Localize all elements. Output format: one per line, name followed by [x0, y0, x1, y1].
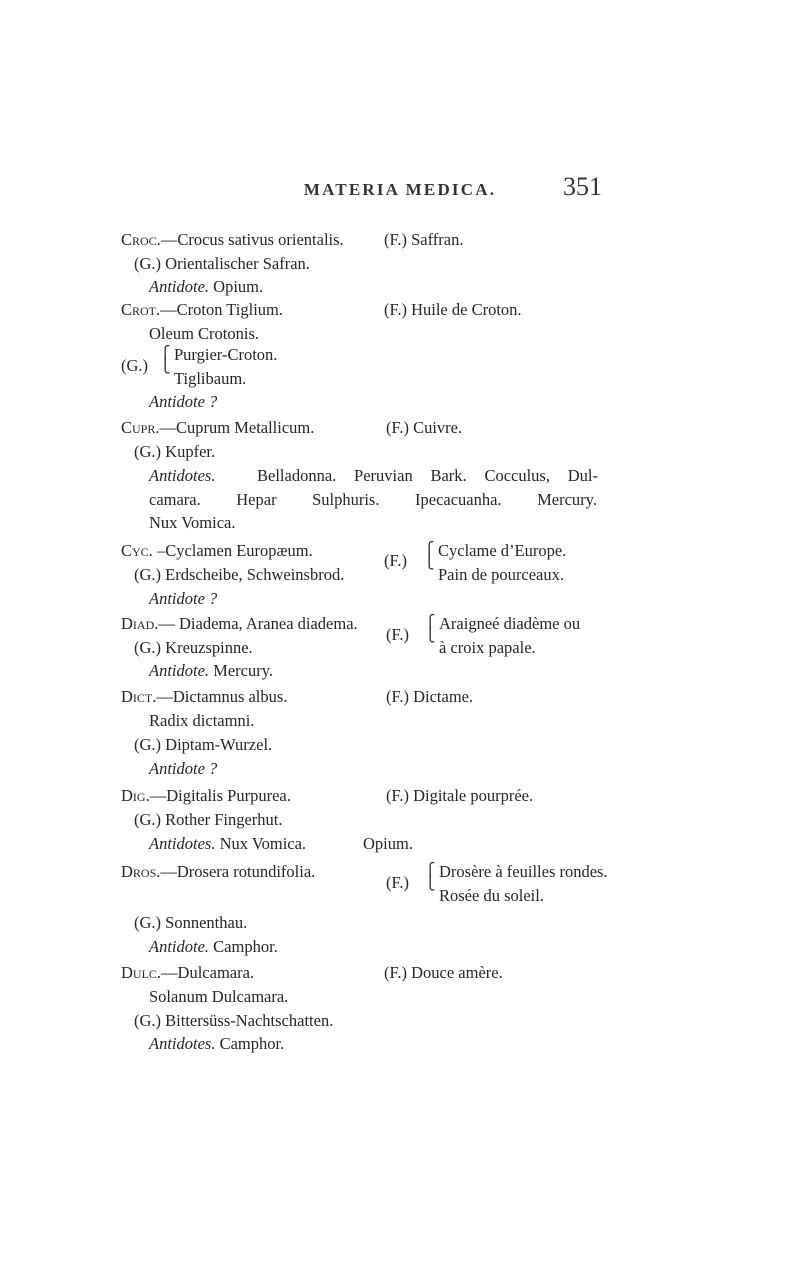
dros-german: (G.) Sonnenthau.: [134, 913, 248, 932]
cyc-french-label: (F.): [384, 551, 407, 570]
cupr-antidote-line-2: [149, 490, 597, 510]
crot-abbr: Crot.: [121, 300, 161, 319]
antidote-label: Antidotes.: [149, 1034, 216, 1053]
diad-german: (G.) Kreuzspinne.: [134, 638, 253, 657]
brace-icon: ⎧ ⎩: [425, 616, 436, 643]
dulc-french: (F.) Douce amère.: [384, 963, 503, 982]
page-number: 351: [563, 172, 602, 201]
antidote-word: Belladonna.: [257, 466, 337, 485]
dig-entry-title: [121, 786, 291, 806]
dig-french: (F.) Digitale pourprée.: [386, 786, 534, 805]
dig-abbr: Dig.: [121, 786, 150, 805]
dict-latin2: Radix dictamni.: [149, 711, 255, 730]
dulc-entry-title: [121, 963, 254, 983]
cyc-entry-title: [121, 541, 313, 561]
cupr-antidote-label: [149, 466, 215, 486]
dict-abbr: Dict.: [121, 687, 157, 706]
diad-french-label: (F.): [386, 625, 409, 644]
antidote-label: Antidote.: [149, 937, 210, 956]
antidote-word: Cocculus,: [484, 466, 550, 485]
dig-antidote: [149, 834, 306, 854]
dros-french-2: Rosée du soleil.: [439, 886, 544, 905]
antidote-word: Bark.: [430, 466, 467, 485]
dulc-latin2: Solanum Dulcamara.: [149, 987, 289, 1006]
dict-entry-title: [121, 687, 287, 707]
diad-entry-title: [121, 614, 358, 634]
dict-german: (G.) Diptam-Wurzel.: [134, 735, 273, 754]
crot-german-label: (G.): [121, 356, 149, 375]
antidote-word: camara.: [149, 490, 201, 509]
crot-antidote: Antidote ?: [149, 392, 218, 411]
dros-antidote: [149, 937, 278, 957]
cupr-french: (F.) Cuivre.: [386, 418, 463, 437]
croc-entry-title: [121, 230, 344, 250]
antidote-label: Antidotes.: [149, 834, 216, 853]
antidote-label: Antidotes.: [149, 466, 216, 485]
running-title: MATERIA MEDICA.: [303, 180, 497, 199]
antidote-text: Nux Vomica.: [219, 834, 307, 853]
croc-antidote: [149, 277, 263, 297]
dulc-abbr: Dulc.: [121, 963, 162, 982]
dig-antidote-opium: Opium.: [363, 834, 413, 853]
dict-latin: —Dictamnus albus.: [156, 687, 288, 706]
croc-french: (F.) Saffran.: [384, 230, 464, 249]
dig-latin: —Digitalis Purpurea.: [149, 786, 291, 805]
antidote-word: Sulphuris.: [312, 490, 380, 509]
brace-icon: ⎧ ⎩: [160, 347, 171, 374]
crot-german-1: Purgier-Croton.: [174, 345, 278, 364]
croc-latin: —Crocus sativus orientalis.: [160, 230, 344, 249]
dros-entry-title: [121, 862, 315, 882]
dros-french-1: Drosère à feuilles rondes.: [439, 862, 608, 881]
diad-latin: — Diadema, Aranea diadema.: [158, 614, 358, 633]
antidote-word: Hepar: [236, 490, 277, 509]
dros-abbr: Dros.: [121, 862, 161, 881]
antidote-label: Antidote.: [149, 661, 210, 680]
dict-french: (F.) Dictame.: [386, 687, 474, 706]
antidote-label: Antidote.: [149, 277, 210, 296]
antidote-word: Dul-: [567, 466, 598, 485]
cyc-antidote: Antidote ?: [149, 589, 218, 608]
dict-antidote: Antidote ?: [149, 759, 218, 778]
cyc-french-2: Pain de pourceaux.: [438, 565, 564, 584]
dulc-antidote: [149, 1034, 284, 1054]
dig-german: (G.) Rother Fingerhut.: [134, 810, 283, 829]
crot-latin2: Oleum Crotonis.: [149, 324, 259, 343]
cupr-latin: —Cuprum Metallicum.: [159, 418, 315, 437]
cupr-entry-title: [121, 418, 314, 438]
cupr-antidote-line-1: [257, 466, 598, 486]
antidote-text: Mercury.: [213, 661, 274, 680]
antidote-word: Peruvian: [354, 466, 413, 485]
diad-antidote: [149, 661, 273, 681]
dulc-latin: —Dulcamara.: [161, 963, 255, 982]
cyc-german: (G.) Erdscheibe, Schweinsbrod.: [134, 565, 345, 584]
antidote-text: Camphor.: [213, 937, 278, 956]
antidote-word: Mercury.: [537, 490, 597, 509]
brace-icon: ⎧ ⎩: [424, 543, 435, 570]
antidote-text: Opium.: [213, 277, 264, 296]
crot-latin: —Croton Tiglium.: [160, 300, 284, 319]
dulc-german: (G.) Bittersüss-Nachtschatten.: [134, 1011, 334, 1030]
cyc-french-1: Cyclame d’Europe.: [438, 541, 567, 560]
crot-entry-title: [121, 300, 283, 320]
dros-latin: —Drosera rotundifolia.: [160, 862, 316, 881]
crot-french: (F.) Huile de Croton.: [384, 300, 522, 319]
cyc-latin: –Cyclamen Europæum.: [156, 541, 313, 560]
diad-french-1: Araigneé diadème ou: [439, 614, 581, 633]
croc-abbr: Croc.: [121, 230, 161, 249]
brace-icon: ⎧ ⎩: [425, 864, 436, 891]
cupr-antidote-line-3: Nux Vomica.: [149, 513, 236, 532]
cupr-abbr: Cupr.: [121, 418, 160, 437]
dros-french-label: (F.): [386, 873, 409, 892]
cyc-abbr: Cyc.: [121, 541, 153, 560]
antidote-text: Camphor.: [219, 1034, 285, 1053]
diad-french-2: à croix papale.: [439, 638, 536, 657]
diad-abbr: Diad.: [121, 614, 159, 633]
page-header: [0, 172, 800, 212]
crot-german-2: Tiglibaum.: [174, 369, 247, 388]
antidote-word: Ipecacuanha.: [415, 490, 502, 509]
cupr-german: (G.) Kupfer.: [134, 442, 216, 461]
croc-german: (G.) Orientalischer Safran.: [134, 254, 310, 273]
